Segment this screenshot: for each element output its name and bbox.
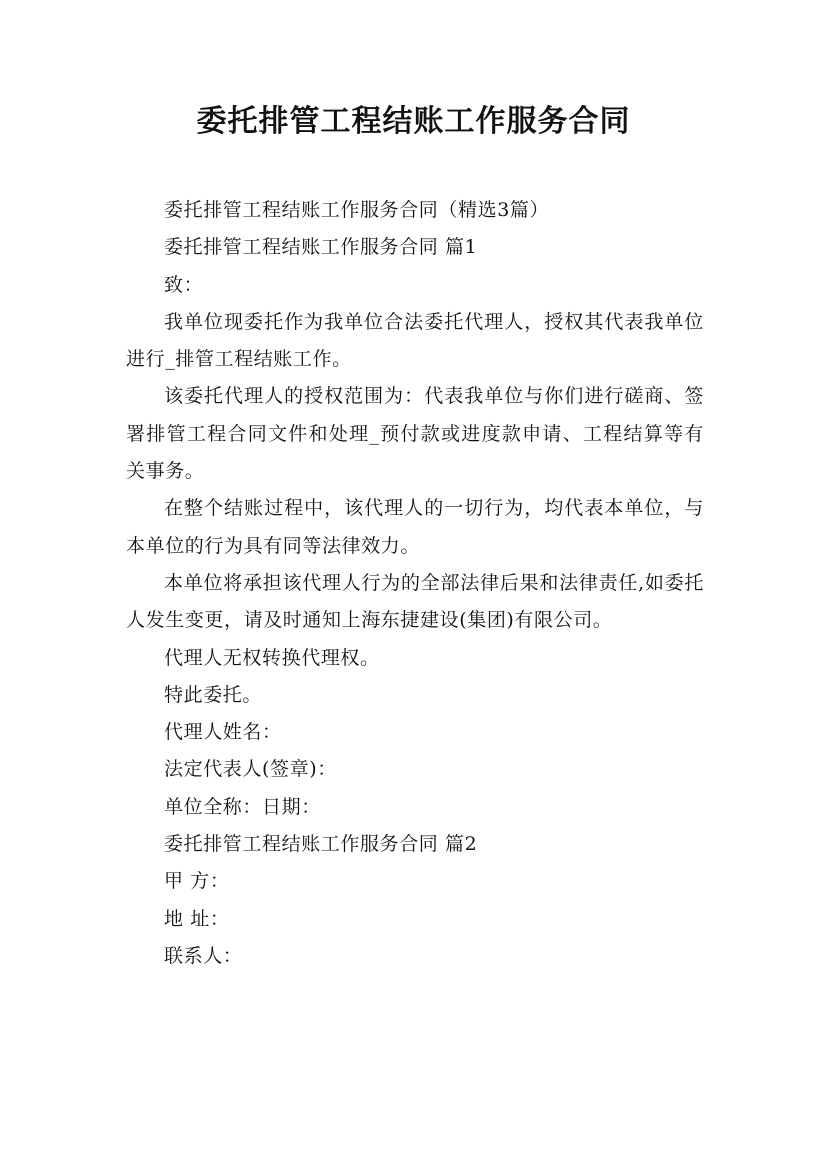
paragraph-section-2-heading: 委托排管工程结账工作服务合同 篇2 [164,833,478,856]
paragraph-party-a: 甲 方： [164,870,230,893]
paragraph-contact: 联系人： [164,944,243,967]
paragraph-authorization: 我单位现委托作为我单位合法委托代理人，授权其代表我单位进行_排管工程结账工作。 [126,310,704,371]
paragraph-effect: 在整个结账过程中，该代理人的一切行为，均代表本单位，与本单位的行为具有同等法律效力。 [126,497,704,557]
paragraph-liability: 本单位将承担该代理人行为的全部法律后果和法律责任,如委托人发生变更，请及时通知上海东捷建设(集团)有限公司。 [126,571,704,632]
paragraph-legal-rep: 法定代表人(签章)： [164,758,337,781]
paragraph-unit-date: 单位全称：日期： [164,795,321,818]
paragraph-address: 地 址： [164,907,230,930]
paragraph-scope: 该委托代理人的授权范围为：代表我单位与你们进行磋商、签署排管工程合同文件和处理_预付款或进度款申请、工程结算等有关事务。 [126,385,704,483]
document-body [126,192,704,975]
document-title: 委托排管工程结账工作服务合同 [196,104,631,139]
paragraph-subtitle: 委托排管工程结账工作服务合同（精选3篇） [164,199,550,221]
paragraph-agent-name: 代理人姓名： [164,721,282,744]
paragraph-salutation: 致： [164,273,204,296]
paragraph-section-1-heading: 委托排管工程结账工作服务合同 篇1 [164,236,478,259]
paragraph-no-transfer: 代理人无权转换代理权。 [164,646,380,669]
paragraph-hereby: 特此委托。 [164,683,263,706]
